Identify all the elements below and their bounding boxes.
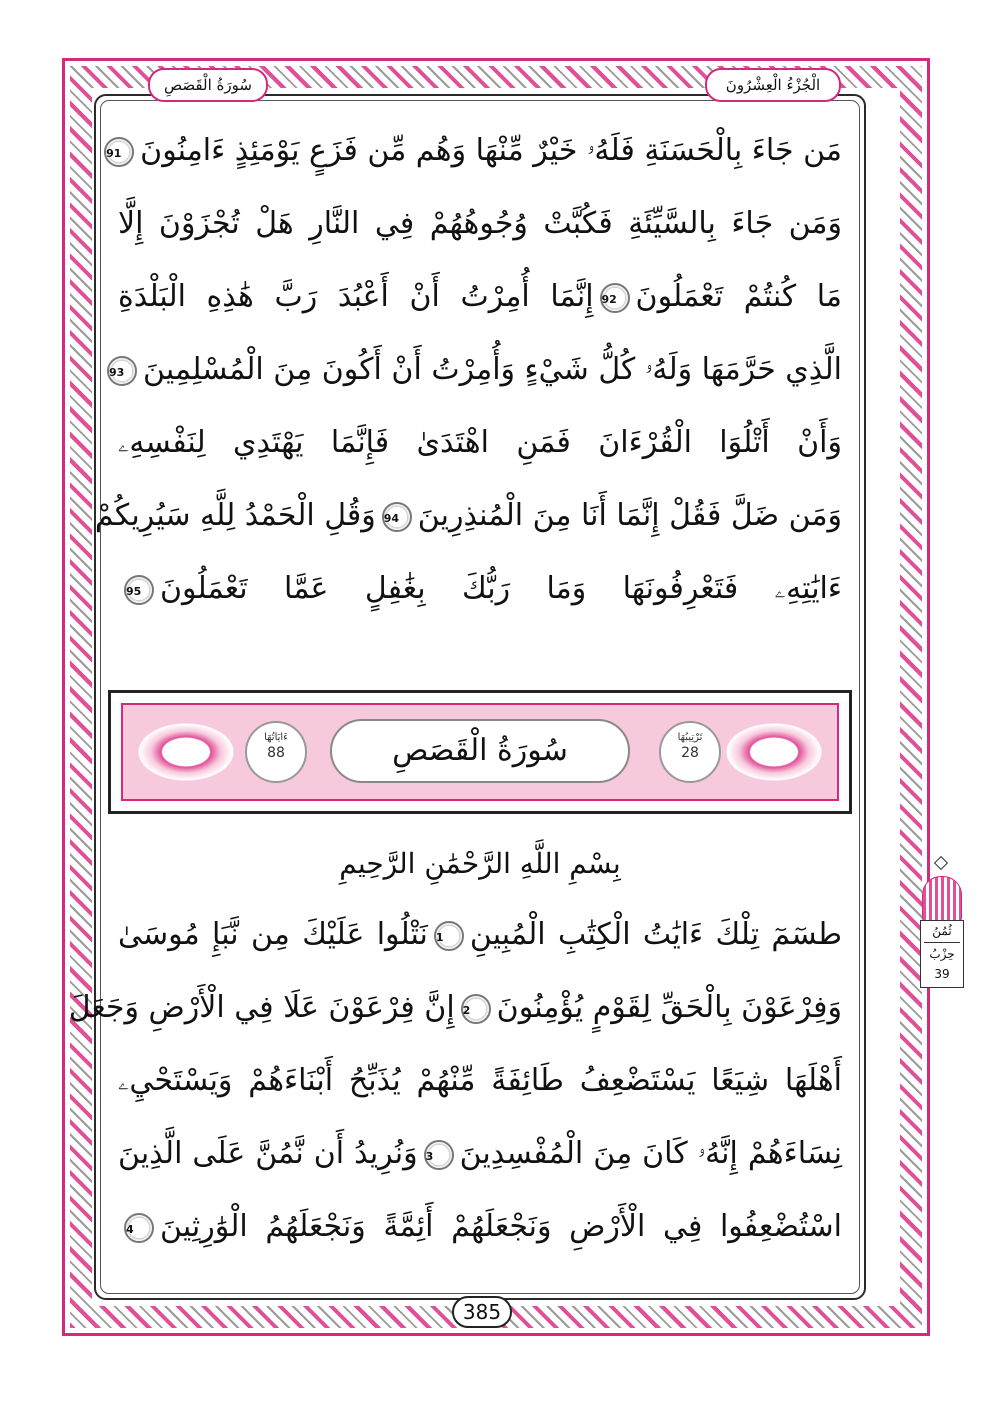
verse-line bbox=[118, 906, 842, 964]
verse-text: ءَايَٰتِهِۦ فَتَعْرِفُونَهَا وَمَا رَبُّكَ بِغَٰفِلٍ عَمَّا تَعْمَلُونَ bbox=[160, 571, 842, 606]
surah-order-value: 28 bbox=[681, 745, 699, 761]
hizb-box bbox=[920, 920, 964, 988]
verse-line bbox=[118, 195, 842, 253]
surah-verses-value: 88 bbox=[267, 745, 285, 761]
surah-verses-label: ءَايَاتُهَا bbox=[264, 732, 288, 743]
verse-line bbox=[118, 268, 842, 326]
verse-text: الَّذِي حَرَّمَهَا وَلَهُۥ كُلُّ شَيْءٍ وَأُمِرْتُ أَنْ أَكُونَ مِنَ الْمُسْلِمِينَ bbox=[143, 352, 842, 387]
ayah-number-icon: 93 bbox=[107, 356, 137, 386]
verse-text: أَهْلَهَا شِيَعًا يَسْتَضْعِفُ طَائِفَةً مِّنْهُمْ يُذَبِّحُ أَبْنَاءَهُمْ وَيَسْتَحْيِۦ bbox=[118, 1063, 842, 1098]
verse-line bbox=[68, 979, 842, 1037]
verse-text: وَأَنْ أَتْلُوَا الْقُرْءَانَ فَمَنِ اهْتَدَىٰ فَإِنَّمَا يَهْتَدِي لِنَفْسِهِۦ bbox=[118, 425, 842, 460]
verse-text: وَقُلِ الْحَمْدُ لِلَّهِ سَيُرِيكُمْ bbox=[94, 498, 376, 533]
surah-header-label: سُورَةُ الْقَصَصِ bbox=[148, 68, 268, 102]
verse-line bbox=[118, 1125, 842, 1183]
verse-text: وَمَن ضَلَّ فَقُلْ إِنَّمَا أَنَا مِنَ الْمُنذِرِينَ bbox=[417, 498, 842, 533]
basmala: بِسْمِ اللَّهِ الرَّحْمَٰنِ الرَّحِيمِ bbox=[339, 847, 621, 880]
verse-line bbox=[118, 1052, 842, 1110]
verse-text: نَتْلُوا عَلَيْكَ مِن نَّبَإِ مُوسَىٰ bbox=[118, 917, 428, 952]
verse-line bbox=[118, 560, 842, 618]
verse-text: مَا كُنتُمْ تَعْمَلُونَ bbox=[635, 279, 842, 314]
banner-ornament-right bbox=[719, 719, 829, 785]
ayah-number-icon: 94 bbox=[382, 502, 412, 532]
surah-banner bbox=[108, 690, 852, 814]
surah-order-label: تَرْتِيبُهَا bbox=[677, 732, 703, 743]
verse-text: مَن جَاءَ بِالْحَسَنَةِ فَلَهُۥ خَيْرٌ مِّنْهَا وَهُم مِّن فَزَعٍ يَوْمَئِذٍ ءَامِنُونَ bbox=[140, 133, 842, 168]
juz-label: الْجُزْءُ الْعِشْرُونَ bbox=[705, 68, 841, 102]
hizb-marker bbox=[916, 858, 966, 998]
surah-order-medallion bbox=[659, 721, 721, 783]
verse-line bbox=[109, 341, 842, 399]
verse-text: وَنُرِيدُ أَن نَّمُنَّ عَلَى الَّذِينَ bbox=[118, 1136, 418, 1171]
verse-text: إِنَّ فِرْعَوْنَ عَلَا فِي الْأَرْضِ وَجَعَلَ bbox=[68, 990, 455, 1025]
verse-line bbox=[118, 414, 842, 472]
ayah-number-icon: 3 bbox=[424, 1140, 454, 1170]
ayah-number-icon: 91 bbox=[104, 137, 134, 167]
eighth-label: ثُمُنُ bbox=[932, 924, 952, 938]
verse-text: طسٓمٓ تِلْكَ ءَايَٰتُ الْكِتَٰبِ الْمُبِينِ bbox=[469, 917, 842, 952]
ayah-number-icon: 1 bbox=[434, 921, 464, 951]
verse-text: إِنَّمَا أُمِرْتُ أَنْ أَعْبُدَ رَبَّ هَٰذِهِ الْبَلْدَةِ bbox=[118, 279, 594, 314]
banner-ornament-field bbox=[121, 703, 839, 801]
ayah-number-icon: 4 bbox=[124, 1213, 154, 1243]
diamond-icon bbox=[934, 856, 948, 870]
ayah-number-icon: 95 bbox=[124, 575, 154, 605]
hizb-number: 39 bbox=[934, 967, 950, 981]
page-number: 385 bbox=[452, 1296, 512, 1328]
surah-verses-medallion bbox=[245, 721, 307, 783]
ayah-number-icon: 2 bbox=[461, 994, 491, 1024]
verse-line bbox=[118, 1198, 842, 1256]
verse-text: نِسَاءَهُمْ إِنَّهُۥ كَانَ مِنَ الْمُفْسِدِينَ bbox=[459, 1136, 842, 1171]
verse-line bbox=[106, 122, 842, 180]
verse-text: اسْتُضْعِفُوا فِي الْأَرْضِ وَنَجْعَلَهُمْ أَئِمَّةً وَنَجْعَلَهُمُ الْوَٰرِثِينَ bbox=[160, 1209, 842, 1244]
verse-text: وَمَن جَاءَ بِالسَّيِّئَةِ فَكُبَّتْ وُجُوهُهُمْ فِي النَّارِ هَلْ تُجْزَوْنَ إِلَّا bbox=[118, 206, 842, 241]
banner-ornament-left bbox=[131, 719, 241, 785]
verse-line bbox=[94, 487, 842, 545]
verse-text: وَفِرْعَوْنَ بِالْحَقِّ لِقَوْمٍ يُؤْمِنُونَ bbox=[496, 990, 842, 1025]
surah-title: سُورَةُ الْقَصَصِ bbox=[330, 719, 630, 783]
ayah-number-icon: 92 bbox=[600, 283, 630, 313]
hizb-label: حِزْبُ bbox=[929, 947, 955, 961]
arch-ornament-icon bbox=[922, 876, 962, 922]
